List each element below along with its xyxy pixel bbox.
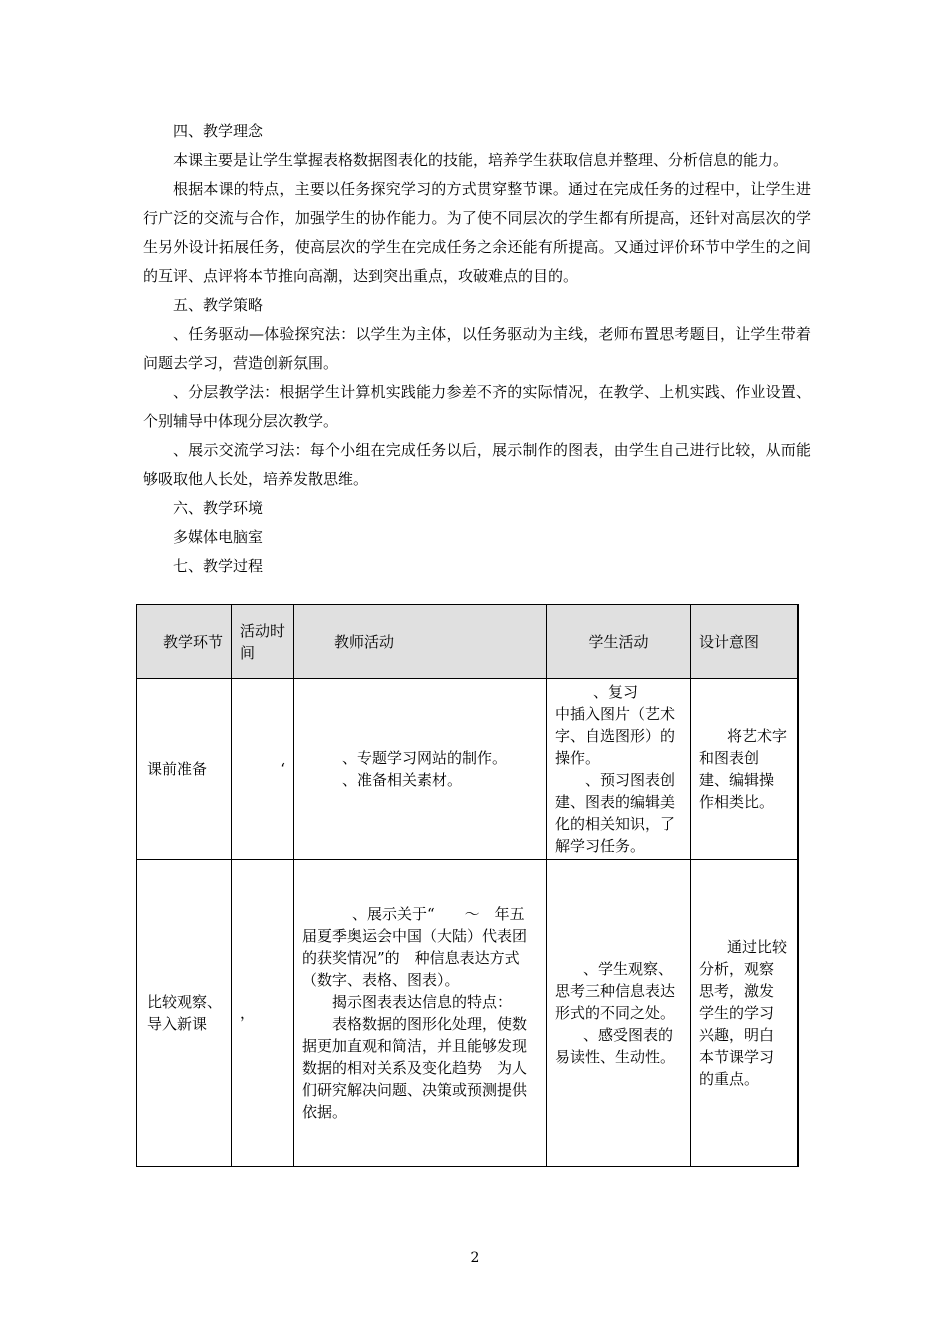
row1-time: ‘ <box>232 679 294 860</box>
table-header-row <box>137 605 798 679</box>
row1-teacher-line: 、专题学习网站的制作。 <box>342 749 508 767</box>
row2-time: ， <box>232 860 294 1167</box>
row2-student <box>547 860 691 1167</box>
section-5-paragraph-1: 、任务驱动—体验探究法：以学生为主体，以任务驱动为主线，老师布置思考题目，让学生带着问题去学习，营造创新氛围。 <box>143 325 811 372</box>
section-5-title: 五、教学策略 <box>173 296 264 314</box>
row2-student-line: 、感受图表的易读性、生动性。 <box>555 1026 676 1066</box>
row1-student-line: 、复习 <box>593 683 639 701</box>
row2-teacher-line: 揭示图表表达信息的特点： <box>332 993 513 1011</box>
header-teacher: 教师活动 <box>294 605 547 679</box>
header-stage: 教学环节 <box>137 605 232 679</box>
row2-teacher-line: 、展示关于“ ～ 年五届夏季奥运会中国（大陆）代表团的获奖情况”的 种信息表达方式（数字、表格、图表）。 <box>302 905 528 989</box>
row1-stage: 课前准备 <box>137 679 232 860</box>
row2-intent: 通过比较分析，观察思考，激发学生的学习兴趣，明白本节课学习的重点。 <box>691 860 798 1167</box>
row1-teacher-line: 、准备相关素材。 <box>342 771 463 789</box>
section-6-title: 六、教学环境 <box>173 499 264 517</box>
header-time: 活动时间 <box>232 605 294 679</box>
page-number: 2 <box>470 1250 480 1266</box>
teaching-process-table <box>136 604 799 1167</box>
row2-stage: 比较观察、导入新课 <box>137 860 232 1167</box>
section-6-content: 多媒体电脑室 <box>173 528 264 546</box>
table-row <box>137 679 798 860</box>
header-intent: 设计意图 <box>691 605 798 679</box>
section-5-paragraph-2: 、分层教学法：根据学生计算机实践能力参差不齐的实际情况，在教学、上机实践、作业设置、个别辅导中体现分层次教学。 <box>143 383 811 430</box>
header-student: 学生活动 <box>547 605 691 679</box>
row1-student <box>547 679 691 860</box>
row1-student-line: 、预习图表创建、图表的编辑美化的相关知识，了解学习任务。 <box>555 771 676 855</box>
row2-teacher-line: 表格数据的图形化处理，使数据更加直观和简洁，并且能够发现数据的相对关系及变化趋势 为人们研究解决问题、决策或预测提供依据。 <box>302 1015 528 1121</box>
section-5-paragraph-3: 、展示交流学习法：每个小组在完成任务以后，展示制作的图表，由学生自己进行比较，从而能够吸取他人长处，培养发散思维。 <box>143 441 811 488</box>
section-4-paragraph-1: 本课主要是让学生掌握表格数据图表化的技能，培养学生获取信息并整理、分析信息的能力。 <box>173 151 789 169</box>
row1-student-line: 中插入图片（艺术字、自选图形）的操作。 <box>555 705 676 767</box>
row1-intent: 将艺术字和图表创建、编辑操作相类比。 <box>691 679 798 860</box>
table-row <box>137 860 798 1167</box>
row2-student-line: 、学生观察、思考三种信息表达形式的不同之处。 <box>555 960 676 1022</box>
row1-teacher <box>294 679 547 860</box>
section-4-paragraph-2: 根据本课的特点，主要以任务探究学习的方式贯穿整节课。通过在完成任务的过程中，让学生进行广泛的交流与合作，加强学生的协作能力。为了使不同层次的学生都有所提高，还针对高层次的学生另外设计拓展任务，使高层次的学生在完成任务之余还能有所提高。又通过评价环节中学生的之间的互评、点评将本节推向高潮，达到突出重点，攻破难点的目的。 <box>143 180 811 285</box>
row2-teacher <box>294 860 547 1167</box>
section-4-title: 四、教学理念 <box>173 122 264 140</box>
body-text <box>143 117 811 581</box>
section-7-title: 七、教学过程 <box>173 557 264 575</box>
